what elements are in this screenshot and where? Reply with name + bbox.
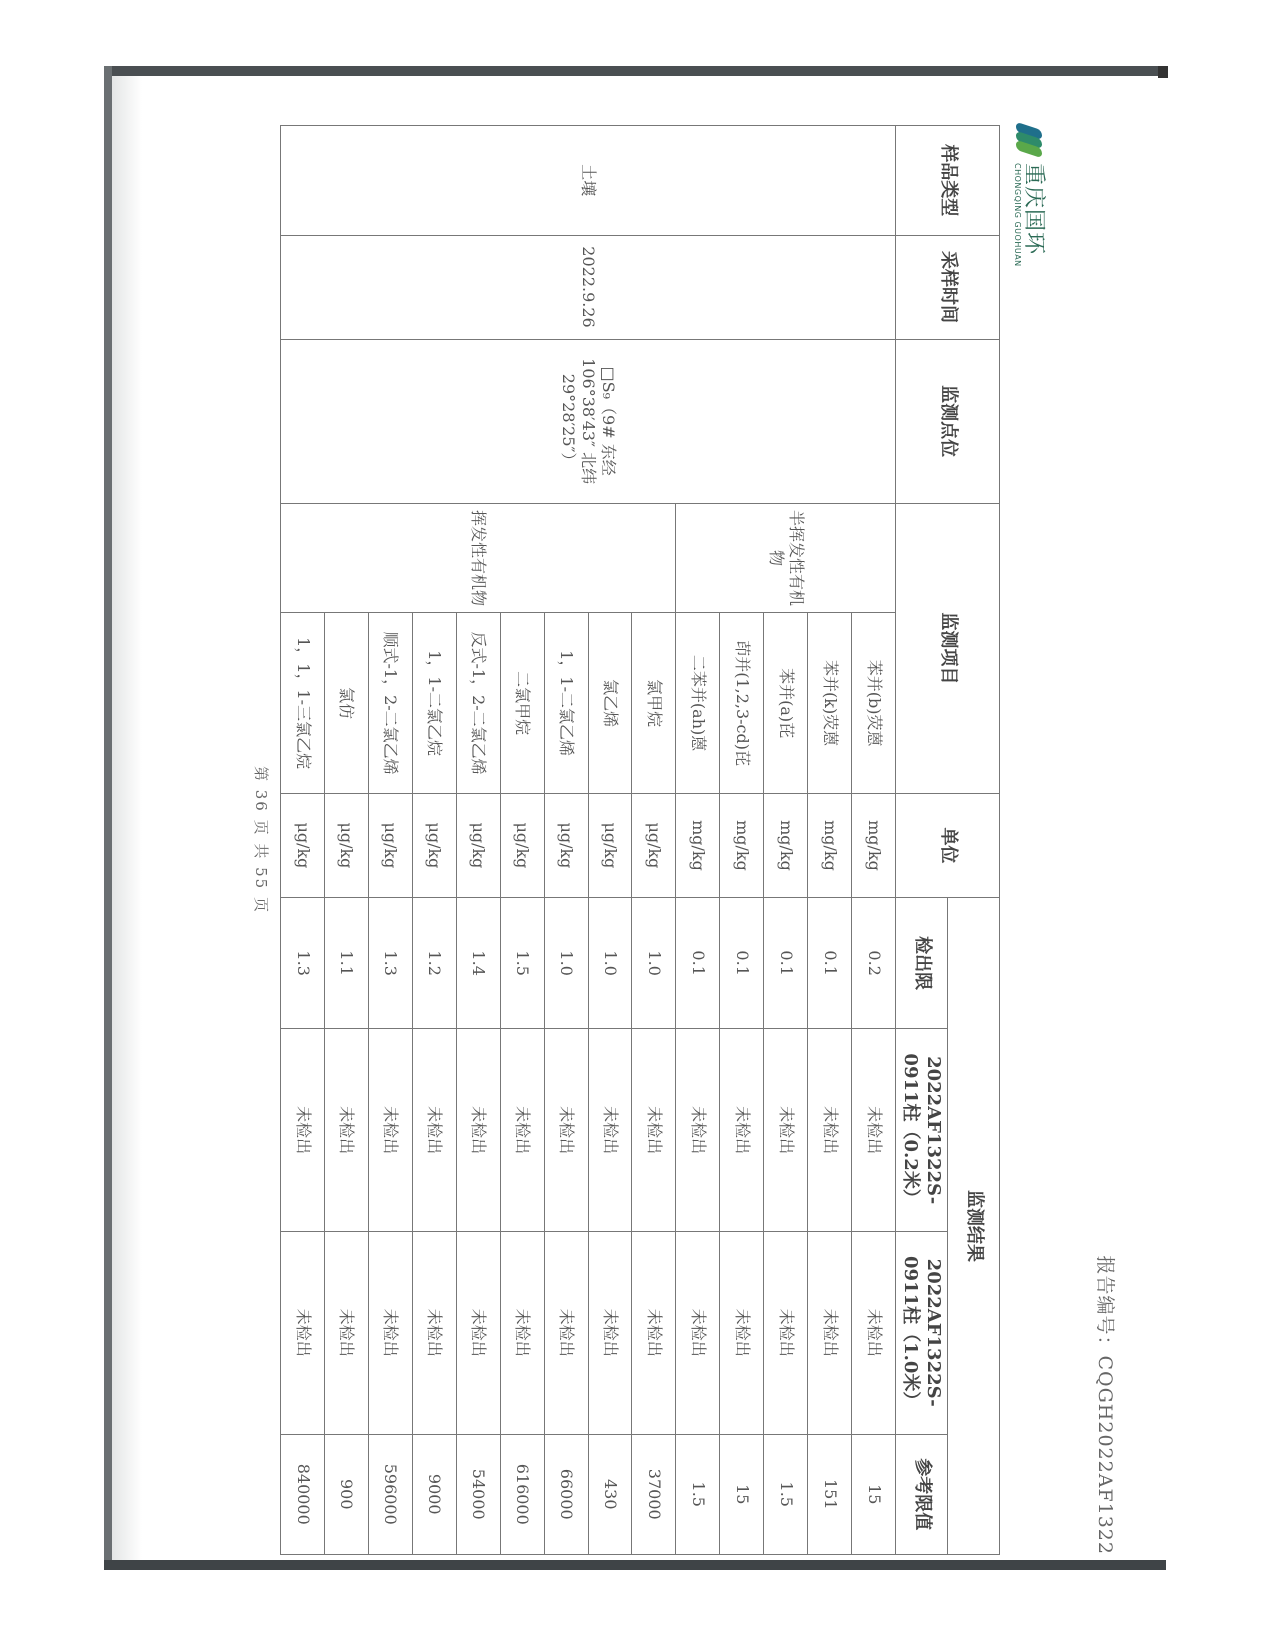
cell-result-b: 未检出	[456, 1231, 500, 1434]
cell-item: 顺式-1，2-二氯乙烯	[368, 613, 412, 794]
cell-result-a: 未检出	[588, 1029, 632, 1232]
cell-reference-limit: 54000	[456, 1434, 500, 1555]
report-number: 报告编号：CQGH2022AF1322	[1094, 1255, 1116, 1555]
header-sample-b: 2022AF1322S-0911柱（1.0米）	[896, 1231, 948, 1434]
cell-reference-limit: 900	[325, 1434, 369, 1555]
cell-unit: μg/kg	[544, 793, 588, 897]
header-unit: 单位	[896, 793, 1000, 897]
logo-name-en: CHONGQING GUOHUAN	[1012, 163, 1022, 267]
cell-detection-limit: 0.1	[676, 897, 720, 1028]
cell-detection-limit: 0.1	[764, 897, 808, 1028]
page-number: 第 36 页 共 55 页	[252, 765, 270, 914]
cell-item: 1，1-二氯乙烯	[544, 613, 588, 794]
cell-unit: μg/kg	[368, 793, 412, 897]
cell-result-a: 未检出	[632, 1029, 676, 1232]
cell-unit: μg/kg	[281, 793, 325, 897]
cell-reference-limit: 66000	[544, 1434, 588, 1555]
cell-reference-limit: 1.5	[676, 1434, 720, 1555]
cell-unit: μg/kg	[588, 793, 632, 897]
header-detection-limit: 检出限	[896, 897, 948, 1028]
scan-shadow	[112, 76, 142, 1560]
cell-result-a: 未检出	[325, 1029, 369, 1232]
cell-reference-limit: 15	[720, 1434, 764, 1555]
header-sample-time: 采样时间	[896, 235, 1000, 339]
cell-detection-limit: 1.3	[368, 897, 412, 1028]
cell-unit: μg/kg	[412, 793, 456, 897]
header-sample-a: 2022AF1322S-0911柱（0.2米）	[896, 1029, 948, 1232]
cell-result-b: 未检出	[500, 1231, 544, 1434]
scan-mark	[1158, 66, 1168, 78]
cell-unit: μg/kg	[325, 793, 369, 897]
cell-result-b: 未检出	[588, 1231, 632, 1434]
cell-item: 二氯甲烷	[500, 613, 544, 794]
cell-result-a: 未检出	[456, 1029, 500, 1232]
cell-item: 1，1-二氯乙烷	[412, 613, 456, 794]
company-logo	[1012, 125, 1045, 267]
cell-result-b: 未检出	[852, 1231, 896, 1434]
cell-detection-limit: 1.0	[632, 897, 676, 1028]
cell-item: 二苯并(ah)蒽	[676, 613, 720, 794]
scan-edge-top	[106, 66, 1168, 76]
cell-reference-limit: 1.5	[764, 1434, 808, 1555]
cell-result-b: 未检出	[676, 1231, 720, 1434]
cell-detection-limit: 1.2	[412, 897, 456, 1028]
header-item: 监测项目	[896, 503, 1000, 793]
cell-unit: μg/kg	[500, 793, 544, 897]
cell-result-a: 未检出	[544, 1029, 588, 1232]
cell-result-a: 未检出	[676, 1029, 720, 1232]
cell-reference-limit: 430	[588, 1434, 632, 1555]
logo-name-cn: 重庆国环	[1021, 163, 1046, 256]
cell-reference-limit: 616000	[500, 1434, 544, 1555]
cell-result-b: 未检出	[720, 1231, 764, 1434]
cell-unit: μg/kg	[632, 793, 676, 897]
header-site: 监测点位	[896, 339, 1000, 503]
header-reference-limit: 参考限值	[896, 1434, 948, 1555]
cell-result-b: 未检出	[281, 1231, 325, 1434]
cell-reference-limit: 151	[808, 1434, 852, 1555]
cell-item: 反式-1，2-二氯乙烯	[456, 613, 500, 794]
cell-item: 苯并(a)芘	[764, 613, 808, 794]
cell-detection-limit: 0.1	[720, 897, 764, 1028]
cell-item: 苯并(k)荧蒽	[808, 613, 852, 794]
cell-detection-limit: 0.2	[852, 897, 896, 1028]
header-sample-type: 样品类型	[896, 126, 1000, 236]
cell-result-a: 未检出	[852, 1029, 896, 1232]
cell-result-b: 未检出	[412, 1231, 456, 1434]
cell-sample-type: 土壤	[281, 126, 896, 236]
cell-group-semivolatile: 半挥发性有机物	[676, 503, 896, 613]
cell-result-a: 未检出	[281, 1029, 325, 1232]
cell-unit: mg/kg	[852, 793, 896, 897]
cell-unit: mg/kg	[720, 793, 764, 897]
cell-item: 茚并(1,2,3-cd)芘	[720, 613, 764, 794]
cell-item: 氯仿	[325, 613, 369, 794]
cell-reference-limit: 596000	[368, 1434, 412, 1555]
scan-edge-left	[104, 66, 112, 1568]
table-row	[852, 126, 896, 1555]
cell-result-b: 未检出	[544, 1231, 588, 1434]
cell-item: 氯乙烯	[588, 613, 632, 794]
logo-icon	[1015, 125, 1043, 153]
table-body	[281, 126, 896, 1555]
cell-detection-limit: 1.3	[281, 897, 325, 1028]
cell-site: □S₉（9# 东经 106°38′43″ 北纬 29°28′25″）	[281, 339, 896, 503]
cell-reference-limit: 840000	[281, 1434, 325, 1555]
cell-result-a: 未检出	[764, 1029, 808, 1232]
cell-result-a: 未检出	[720, 1029, 764, 1232]
cell-unit: mg/kg	[764, 793, 808, 897]
cell-result-b: 未检出	[808, 1231, 852, 1434]
cell-result-a: 未检出	[808, 1029, 852, 1232]
cell-result-b: 未检出	[368, 1231, 412, 1434]
cell-detection-limit: 0.1	[808, 897, 852, 1028]
cell-sample-time: 2022.9.26	[281, 235, 896, 339]
cell-detection-limit: 1.0	[588, 897, 632, 1028]
rotated-report-page	[245, 125, 1116, 1585]
cell-detection-limit: 1.1	[325, 897, 369, 1028]
cell-result-a: 未检出	[368, 1029, 412, 1232]
cell-detection-limit: 1.4	[456, 897, 500, 1028]
cell-reference-limit: 15	[852, 1434, 896, 1555]
cell-detection-limit: 1.0	[544, 897, 588, 1028]
cell-result-b: 未检出	[325, 1231, 369, 1434]
cell-item: 氯甲烷	[632, 613, 676, 794]
cell-detection-limit: 1.5	[500, 897, 544, 1028]
cell-result-a: 未检出	[412, 1029, 456, 1232]
cell-reference-limit: 9000	[412, 1434, 456, 1555]
cell-unit: mg/kg	[808, 793, 852, 897]
cell-result-b: 未检出	[632, 1231, 676, 1434]
cell-item: 1，1，1-三氯乙烷	[281, 613, 325, 794]
cell-unit: mg/kg	[676, 793, 720, 897]
cell-result-a: 未检出	[500, 1029, 544, 1232]
cell-item: 苯并(b)荧蒽	[852, 613, 896, 794]
cell-group-volatile: 挥发性有机物	[281, 503, 676, 613]
cell-reference-limit: 37000	[632, 1434, 676, 1555]
cell-result-b: 未检出	[764, 1231, 808, 1434]
monitoring-results-table	[280, 125, 1000, 1555]
cell-unit: μg/kg	[456, 793, 500, 897]
header-results: 监测结果	[948, 897, 1000, 1554]
